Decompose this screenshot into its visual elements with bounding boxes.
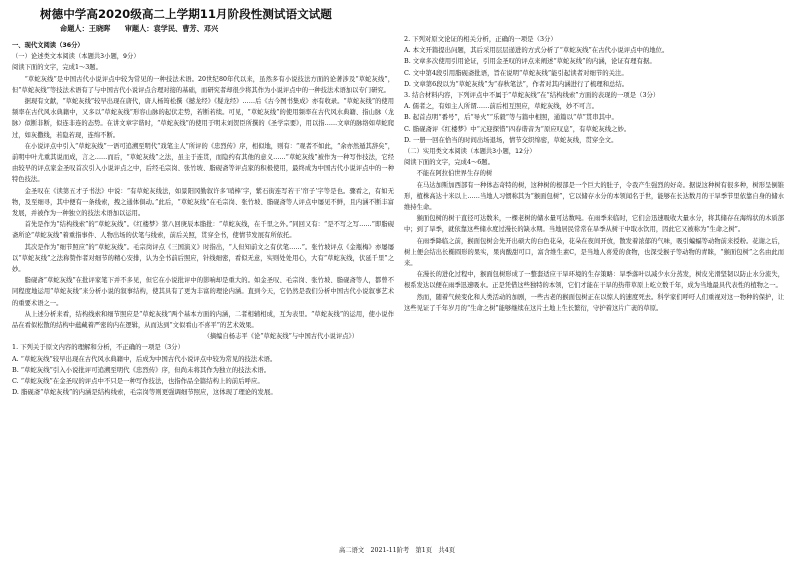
- right-paragraph: C. 文中第4段引用脂砚斋批语，旨在说明“草蛇灰线”能引起读者对细节的关注。: [404, 68, 628, 77]
- right-paragraph: （二）实用类文本阅读（本题共3小题，12分）: [404, 148, 536, 156]
- right-paragraph: C. 脂砚斋评《红楼梦》中“元迎探惜”四春谐音为“原应叹息”，有草蛇灰线之妙。: [404, 124, 631, 133]
- left-paragraph: 一、现代文阅读（36分）: [12, 42, 84, 49]
- left-paragraph: A. “草蛇灰线”较早出现在古代风水典籍中，后成为中国古代小说评点中较为常见的技法术语。: [12, 354, 277, 363]
- left-paragraph: B. “草蛇灰线”引入小说批评可追溯至明代《忠烈传》序，但尚未将其作为独立的技法术语。: [12, 365, 271, 374]
- left-paragraph: 在小说评点中引入“草蛇灰线”一语可追溯至明代“戏笔主人”所评的《忠烈传》序，相似地，则有：“观者不如此，“余亦然遁其辞矣”，前明中叶尤重其说而成，言之……而后，“草蛇灰线”之法，虽主于连贯，而隐约有其他的意义……“草蛇灰线”被作为一种写作技法，它经由较早的评点家金圣叹首次引入小说评点之中，后经毛宗岗、张竹坡、脂砚斋等评点家的积极使用，最终成为中国古代小说评点中的一种特色技法。: [12, 142, 394, 184]
- exam-title: 树德中学高2020级高二上学期11月阶段性测试语文试题: [40, 7, 332, 21]
- left-paragraph: （一）论述类文本阅读（本题共3小题，9分）: [12, 53, 140, 61]
- left-paragraph: 金圣叹在《读第五才子书法》中说：“有草蛇灰线法，如景阳冈勤叙许多‘哨棒’字，紫石街连写若干‘帘子’字等是也。骤看之，有如无物，及至细寻，其中便有一条线索，拽之通体俱动。”此后，“草蛇灰线”在毛宗岗、张竹坡、脂砚斋等人评点中屡见不鲜，且内涵不断丰富发展，并被作为一种独立的技法术语加以运用。: [12, 187, 394, 218]
- right-column: [404, 34, 784, 542]
- right-paragraph: 2. 下列对原文论证的相关分析，正确的一项是（3分）: [404, 35, 557, 43]
- right-paragraph: 3. 结合材料内容，下列评点中不属于“草蛇灰线”在“结构线索”方面的表现的一项是（3分）: [404, 91, 660, 100]
- left-paragraph: 据现有文献，“草蛇灰线”较早出现在唐代，唐人杨筠松撰《撼龙经》《疑龙经》……后《古今图书集成》亦有收录。“草蛇灰线”的使用频率在古代风水典籍中，又多以“草蛇灰线”形容山脉的起伏走势，若断若续。可见，“草蛇灰线”的使用频率在古代风水典籍、指山脉（龙脉）似断非断，似连非连的态势。在讲文章字谐时，“草蛇灰线”的使用于明末刘贺臣所撰的《圣学宗要》，用以指……文章的脉络如草蛇爬过，如灰撒线，若隐若现，连绵不断。: [12, 98, 394, 139]
- right-paragraph: 阅读下面的文字，完成4～6题。: [404, 159, 494, 167]
- right-paragraph: A. 本文开篇提出问题，其后采用层层递进的方式分析了“草蛇灰线”在古代小说评点中的地位。: [404, 46, 669, 55]
- left-paragraph: 首先是作为“结构线索”的“草蛇灰线”。《红楼梦》第八回庚辰本脂批：“草蛇灰线，在千里之外。”同回又有：“是不写之写……”即脂砚斋所论“草蛇灰线”着重指事件、人物出场的伏笔与线索，前后关照，贯穿全书，使情节发展有所依托。: [12, 221, 394, 240]
- right-paragraph: 在马达加斯加西部有一种体态奇特的树，这种树的根部是一个巨大的肚子，令我产生强烈的好奇。据说这种树有很多种，树形呈倒锥形，植株高达十米以上……当地人习惯称其为“猴面包树”，它以储存水分的本领闻名于世，能够在长达数月的干旱季节里依靠自身的储水维持生命。: [404, 181, 784, 212]
- exam-authors: 命题人：王晓晖 审题人：袁学民、曹芳、邓兴: [60, 24, 219, 33]
- left-paragraph: C. “草蛇灰线”在金圣叹的评点中不只是一种写作技法，也指作品全篇结构上的前后呼应。: [12, 377, 264, 386]
- page-footer: 高二语文 2021-11阶考 第1页 共4页: [338, 547, 456, 554]
- left-paragraph: “草蛇灰线”是中国古代小说评点中较为常见的一种技法术语。20世纪80年代以来，虽然多有小说技法方面的论著涉及“草蛇灰线”，但“草蛇灰线”等技法术语有了与中国古代小说评点合理对接的基础，而研究者却很少将其作为小说评点中的一种技法术语加以专门研究。: [12, 75, 394, 94]
- right-paragraph: 不能在阿拉伯世界生存的树: [416, 170, 493, 178]
- right-paragraph: D. 文章第6段以为“草蛇灰线”为“春秋笔法”，作者对其内涵进行了梳理和总结。: [404, 79, 629, 88]
- left-paragraph: 1. 下列关于原文内容的理解和分析，不正确的一项是（3分）: [12, 343, 184, 352]
- right-paragraph: 然而，随着气候变化和人类活动的加剧，一些古老的猴面包树正在以惊人的速度死去。科学家们呼吁人们重视对这一物种的保护，让这些见证了千年岁月的“生命之树”能够继续在这片土地上生长繁衍，守护着这片广袤的草原。: [404, 293, 784, 312]
- left-paragraph: （摘编自杨志平《论“草蛇灰线”与中国古代小说评点》）: [203, 333, 358, 341]
- left-paragraph: 脂砚斋“草蛇灰线”在批评家笔下并不多见，但它在小说批评中的影响却是重大的。如金圣叹、毛宗岗、张竹坡、脂砚斋等人，都曾不同程度地运用“草蛇灰线”来分析小说的叙事结构，使其具有了更为丰富的理论内涵。直到今天，它仍然是我们分析中国古代小说叙事艺术的重要术语之一。: [12, 277, 394, 307]
- left-paragraph: 从上述分析来看，结构线索和细节照应是“草蛇灰线”两个基本方面的内涵，二者相辅相成，互为表里。“草蛇灰线”的运用，使小说作品在看似松散的结构中蕴藏着严密的内在逻辑，从而达到“文似看山不喜平”的艺术效果。: [12, 310, 394, 330]
- left-column: [12, 40, 394, 540]
- right-paragraph: B. 起首点明“番号”，后“导火”“乐毅”等与篇中相照，通篇以“草”贯串其中。: [404, 113, 618, 122]
- right-paragraph: A. 儒者之，有如主人所谓……前后相互照应，草蛇灰线，妙不可言。: [404, 102, 599, 111]
- right-paragraph: 猴面包树的树干直径可达数米，一棵老树的储水量可达数吨。在雨季来临时，它们会迅速吸收大量水分，将其储存在海绵状的木质部中；到了旱季，就依靠这些储水度过漫长的缺水期。当地居民常常在旱季从树干中取水饮用，因此它又被称为“生命之树”。: [404, 215, 784, 234]
- left-paragraph: D. 脂砚斋“草蛇灰线”的内涵是结构线索，毛宗岗等则更强调细节照应，这体现了理论的发展。: [12, 388, 277, 397]
- right-paragraph: D. 一册一回在恰当的时间出场退场，情节交织绵密，草蛇灰线，贯穿全文。: [404, 135, 618, 144]
- left-paragraph: 其次是作为“细节照应”的“草蛇灰线”。毛宗岗评点《三国演义》时指出，“人但知前文之有伏笔……”。张竹坡评点《金瓶梅》亦屡屡以“草蛇灰线”之法称赞作者对细节的精心安排，认为全书前后照应，针线细密，看似无意，实则处处用心，大有“草蛇灰线，伏延千里”之妙。: [12, 243, 394, 274]
- left-paragraph: 阅读下面的文字，完成1～3题。: [12, 64, 102, 72]
- right-paragraph: B. 文章多次使用引用论证，引用金圣叹的评点来阐述“草蛇灰线”的内涵，论证有理有据。: [404, 57, 656, 66]
- right-paragraph: 在漫长的进化过程中，猴面包树形成了一整套适应干旱环境的生存策略：旱季落叶以减少水分蒸发，树皮光滑坚韧以防止水分流失，根系发达以便在雨季迅速吸水。正是凭借这些独特的本领，它们才能在干旱的热带草原上屹立数千年，成为当地最具代表性的植物之一。: [404, 271, 784, 290]
- right-paragraph: 在雨季降临之前，猴面包树会先开出硕大的白色花朵，花朵在夜间开放，散发着浓郁的气味，吸引蝙蝠等动物前来授粉。花谢之后，树上便会结出长椭圆形的果实，果肉酸甜可口，富含维生素C，是当地人喜爱的食物，也深受猴子等动物的青睐，“猴面包树”之名由此而来。: [404, 237, 784, 268]
